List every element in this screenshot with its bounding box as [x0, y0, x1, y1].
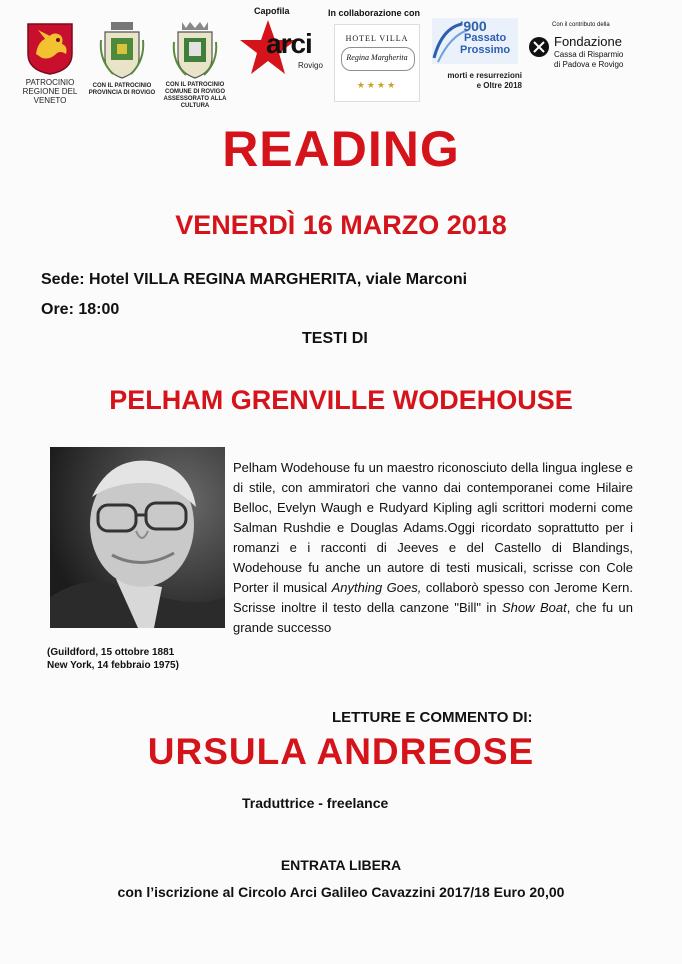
lion-of-saint-mark-icon	[22, 20, 78, 75]
collab-label: In collaborazione con	[328, 8, 421, 18]
arci-city: Rovigo	[298, 61, 323, 70]
logo-passato-prossimo	[430, 18, 522, 96]
comune-caption-1: CON IL PATROCINIO	[165, 82, 225, 88]
author-biography	[233, 458, 633, 638]
bio-text-part2: collaborò spesso con Jerome Kern. Scrisse inoltre il testo della canzone "Bill" in	[233, 580, 634, 615]
fondazione-sub-1: Cassa di Risparmio	[554, 50, 624, 59]
logo-hotel-villa	[330, 8, 422, 98]
hotel-logo-line1: HOTEL VILLA	[345, 34, 409, 43]
fondazione-name: Fondazione	[554, 34, 622, 49]
logo-fondazione-cariparo	[528, 22, 638, 82]
event-date: VENERDÌ 16 MARZO 2018	[175, 210, 507, 240]
comune-caption-3: ASSESSORATO ALLA CULTURA	[163, 96, 227, 109]
fondazione-emblem-icon	[528, 36, 550, 58]
bio-text-part1: Pelham Wodehouse fu un maestro riconosciuto della lingua inglese e di stile, con ammiratori che vanno dai contemporanei come Hilaire Belloc, Evelyn Waugh e Rudyard Kipling agli scrittori moderni come Salman Rushdie e Douglas Adams.Oggi ricordato soprattutto per i romanzi e i racconti di Jeeves e del Castello di Blandings, Wodehouse fu anche un autore di testi musicali, scrisse con Cole Porter il musical	[233, 460, 633, 595]
hotel-logo-line2: Regina Margherita	[346, 53, 408, 62]
bio-title-anything-goes: Anything Goes,	[331, 580, 422, 595]
author-lifespan	[47, 646, 179, 672]
provincia-caption-2: PROVINCIA DI ROVIGO	[88, 90, 156, 96]
passato-caption-1: morti e resurrezioni	[447, 71, 522, 80]
logo-arci-rovigo	[238, 4, 324, 84]
texts-by-label: TESTI DI	[302, 330, 368, 347]
fondazione-sub-2: di Padova e Rovigo	[554, 60, 624, 69]
regione-caption-1: PATROCINIO	[25, 78, 75, 87]
author-name: PELHAM GRENVILLE WODEHOUSE	[109, 385, 573, 415]
fondazione-contrib: Con il contributo della	[552, 22, 610, 28]
event-time: Ore: 18:00	[41, 301, 120, 318]
comune-caption-2: COMUNE DI ROVIGO	[164, 89, 225, 95]
passato-logo-3: Prossimo	[460, 44, 511, 56]
free-entry-label: ENTRATA LIBERA	[280, 857, 402, 873]
bio-text-part3: , che fu un grande successo	[233, 600, 633, 635]
capofila-label: Capofila	[254, 6, 290, 16]
reading-by-label: LETTURE E COMMENTO DI:	[332, 709, 533, 726]
lifespan-birth: (Guildford, 15 ottobre 1881	[47, 647, 175, 658]
arci-logo-text: arci	[266, 28, 312, 59]
provincia-caption-1: CON IL PATROCINIO	[92, 83, 152, 89]
provincia-crest-icon	[97, 20, 147, 80]
regione-caption-2: REGIONE DEL VENETO	[22, 87, 78, 105]
reader-name: URSULA ANDREOSE	[147, 731, 535, 772]
passato-caption-2: e Oltre 2018	[476, 81, 522, 90]
author-portrait-icon	[50, 447, 225, 628]
passato-logo-2: Passato	[464, 32, 507, 44]
logo-regione-veneto	[22, 20, 78, 105]
passato-logo-1: '900	[460, 18, 487, 34]
lifespan-death: New York, 14 febbraio 1975)	[47, 660, 179, 671]
registration-note: con l’iscrizione al Circolo Arci Galileo Cavazzini 2017/18 Euro 20,00	[117, 884, 565, 900]
logo-provincia-rovigo	[88, 20, 156, 100]
reader-role: Traduttrice - freelance	[242, 795, 389, 811]
event-title: READING	[222, 121, 460, 177]
hotel-stars: ★★★★	[356, 80, 398, 90]
logo-comune-rovigo	[162, 20, 228, 109]
author-photo	[50, 447, 225, 628]
bio-title-show-boat: Show Boat	[502, 600, 567, 615]
event-venue: Sede: Hotel VILLA REGINA MARGHERITA, viale Marconi	[41, 271, 468, 288]
comune-crest-icon	[170, 20, 220, 80]
